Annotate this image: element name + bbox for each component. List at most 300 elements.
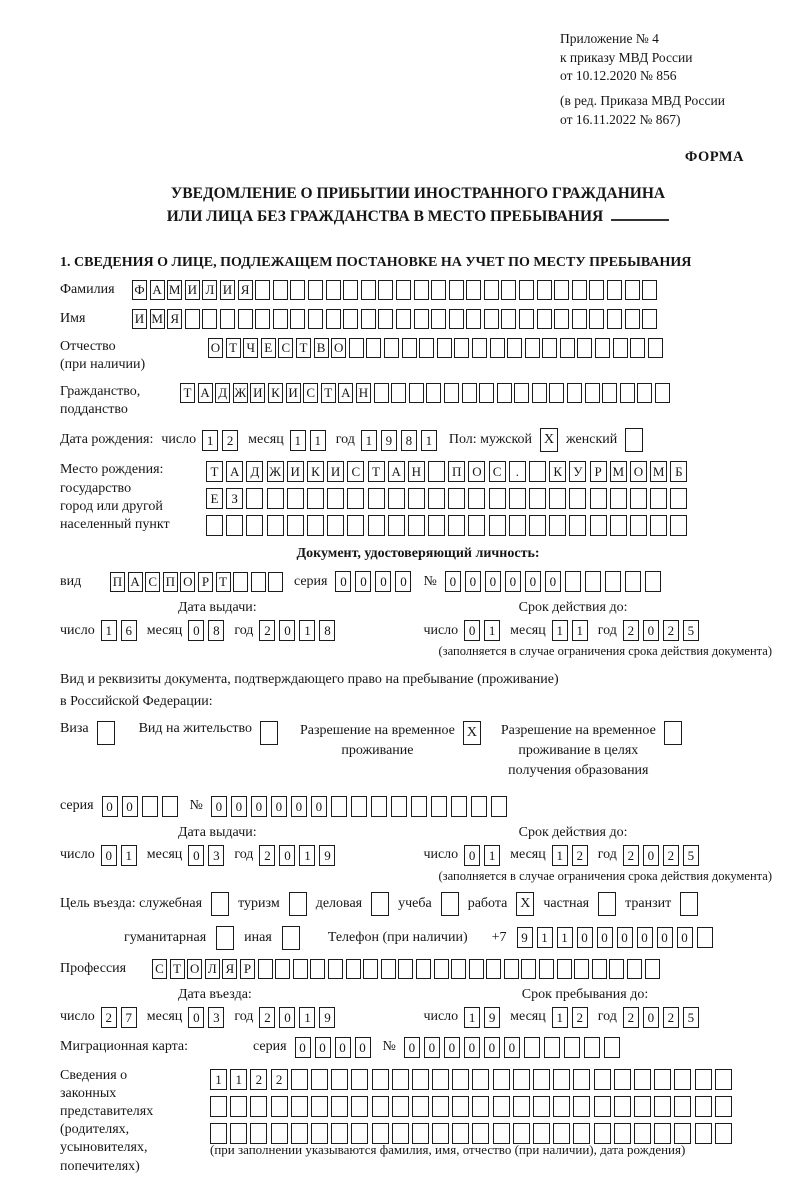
cell[interactable] [311, 1123, 328, 1144]
cell[interactable]: X [540, 428, 558, 452]
cell[interactable] [251, 572, 266, 592]
cell[interactable] [680, 892, 698, 916]
cell[interactable] [529, 488, 546, 509]
cell[interactable] [472, 1096, 489, 1117]
cell[interactable]: 2 [259, 620, 275, 641]
temp-residence-edu-checkbox[interactable] [664, 721, 682, 745]
cell[interactable] [428, 488, 445, 509]
cell[interactable]: 0 [577, 927, 593, 948]
cell[interactable] [246, 488, 263, 509]
cell[interactable]: 0 [525, 571, 541, 592]
cell[interactable] [307, 488, 324, 509]
cell[interactable] [645, 571, 661, 592]
cell[interactable] [529, 515, 546, 536]
cell[interactable] [162, 796, 178, 817]
cell[interactable]: М [610, 461, 627, 482]
cell[interactable] [275, 959, 290, 979]
cell[interactable] [533, 1069, 550, 1090]
cell[interactable]: 2 [101, 1007, 117, 1028]
cell[interactable] [642, 280, 657, 300]
cell[interactable]: 8 [208, 620, 224, 641]
cell[interactable] [493, 1096, 510, 1117]
cell[interactable]: М [167, 280, 182, 300]
cell[interactable]: И [327, 461, 344, 482]
cell[interactable] [408, 488, 425, 509]
cell[interactable]: Т [368, 461, 385, 482]
migration-series-cells[interactable] [295, 1037, 375, 1058]
cell[interactable]: 3 [208, 1007, 224, 1028]
cell[interactable] [282, 926, 300, 950]
cell[interactable]: 1 [121, 845, 137, 866]
cell[interactable]: 3 [208, 845, 224, 866]
cell[interactable] [308, 280, 323, 300]
cell[interactable] [412, 1069, 429, 1090]
cell[interactable] [327, 515, 344, 536]
cell[interactable] [590, 488, 607, 509]
cell[interactable] [462, 383, 477, 403]
cell[interactable]: 0 [484, 1037, 500, 1058]
cell[interactable] [610, 515, 627, 536]
cell[interactable] [594, 1123, 611, 1144]
permit-issue-month-cells[interactable] [188, 845, 228, 866]
cell[interactable]: Т [180, 383, 195, 403]
cell[interactable]: П [163, 572, 178, 592]
sex-male-checkbox[interactable] [540, 428, 558, 452]
representatives-row1-cells[interactable] [210, 1069, 735, 1090]
cell[interactable]: 0 [311, 796, 327, 817]
cell[interactable]: 0 [464, 620, 480, 641]
cell[interactable] [412, 1096, 429, 1117]
cell[interactable] [363, 959, 378, 979]
cell[interactable]: 0 [657, 927, 673, 948]
cell[interactable] [331, 1123, 348, 1144]
cell[interactable]: 2 [663, 1007, 679, 1028]
cell[interactable] [469, 959, 484, 979]
cell[interactable] [695, 1096, 712, 1117]
cell[interactable] [97, 721, 115, 745]
cell[interactable]: 1 [421, 430, 437, 451]
cell[interactable]: С [347, 461, 364, 482]
cell[interactable] [513, 1069, 530, 1090]
cell[interactable] [577, 338, 592, 358]
cell[interactable]: 5 [683, 845, 699, 866]
cell[interactable]: 0 [279, 620, 295, 641]
cell[interactable] [250, 1096, 267, 1117]
entry-day-cells[interactable] [101, 1007, 141, 1028]
cell[interactable] [374, 383, 389, 403]
cell[interactable]: 0 [464, 1037, 480, 1058]
cell[interactable] [246, 515, 263, 536]
cell[interactable] [549, 383, 564, 403]
cell[interactable] [220, 309, 235, 329]
cell[interactable] [595, 338, 610, 358]
cell[interactable]: 0 [617, 927, 633, 948]
cell[interactable] [311, 1096, 328, 1117]
cell[interactable] [466, 280, 481, 300]
cell[interactable] [479, 383, 494, 403]
cell[interactable]: 9 [319, 1007, 335, 1028]
cell[interactable] [291, 1096, 308, 1117]
cell[interactable]: 0 [231, 796, 247, 817]
cell[interactable]: 0 [505, 571, 521, 592]
birthplace-row2-cells[interactable] [206, 488, 691, 509]
cell[interactable]: 8 [401, 430, 417, 451]
cell[interactable] [372, 1096, 389, 1117]
cell[interactable] [226, 515, 243, 536]
cell[interactable] [650, 488, 667, 509]
cell[interactable] [371, 892, 389, 916]
cell[interactable] [537, 280, 552, 300]
purpose-private-checkbox[interactable] [598, 892, 616, 916]
cell[interactable]: 1 [230, 1069, 247, 1090]
cell[interactable] [594, 1069, 611, 1090]
cell[interactable] [533, 1096, 550, 1117]
cell[interactable] [489, 488, 506, 509]
cell[interactable] [351, 1123, 368, 1144]
cell[interactable] [472, 338, 487, 358]
cell[interactable]: 0 [355, 1037, 371, 1058]
cell[interactable] [529, 461, 546, 482]
cell[interactable]: С [152, 959, 167, 979]
visa-checkbox[interactable] [97, 721, 115, 745]
cell[interactable]: И [287, 461, 304, 482]
permit-issue-day-cells[interactable] [101, 845, 141, 866]
cell[interactable]: Н [408, 461, 425, 482]
cell[interactable] [351, 796, 367, 817]
cell[interactable] [489, 515, 506, 536]
cell[interactable] [432, 1123, 449, 1144]
cell[interactable]: 0 [545, 571, 561, 592]
stay-year-cells[interactable] [623, 1007, 703, 1028]
doc-series-cells[interactable] [335, 571, 415, 592]
cell[interactable] [441, 892, 459, 916]
cell[interactable] [504, 959, 519, 979]
cell[interactable]: X [516, 892, 534, 916]
cell[interactable] [347, 488, 364, 509]
cell[interactable] [607, 280, 622, 300]
cell[interactable] [326, 309, 341, 329]
cell[interactable] [402, 338, 417, 358]
cell[interactable] [564, 1037, 580, 1058]
cell[interactable]: З [226, 488, 243, 509]
cell[interactable]: 2 [271, 1069, 288, 1090]
cell[interactable] [326, 280, 341, 300]
cell[interactable]: Б [670, 461, 687, 482]
cell[interactable] [501, 309, 516, 329]
cell[interactable] [347, 515, 364, 536]
cell[interactable] [630, 338, 645, 358]
cell[interactable] [560, 338, 575, 358]
cell[interactable]: 9 [381, 430, 397, 451]
cell[interactable] [428, 515, 445, 536]
cell[interactable] [412, 1123, 429, 1144]
cell[interactable] [230, 1096, 247, 1117]
cell[interactable] [513, 1096, 530, 1117]
cell[interactable]: 8 [319, 620, 335, 641]
cell[interactable]: С [278, 338, 293, 358]
cell[interactable] [573, 1096, 590, 1117]
birthplace-row3-cells[interactable] [206, 515, 691, 536]
cell[interactable] [613, 338, 628, 358]
cell[interactable] [614, 1069, 631, 1090]
cell[interactable] [554, 309, 569, 329]
cell[interactable] [372, 1123, 389, 1144]
cell[interactable]: Д [246, 461, 263, 482]
cell[interactable]: Ч [243, 338, 258, 358]
cell[interactable]: 5 [683, 1007, 699, 1028]
cell[interactable] [211, 892, 229, 916]
cell[interactable]: 1 [557, 927, 573, 948]
cell[interactable] [378, 280, 393, 300]
cell[interactable] [293, 959, 308, 979]
cell[interactable]: 0 [122, 796, 138, 817]
cell[interactable] [501, 280, 516, 300]
surname-cells[interactable] [132, 280, 660, 300]
cell[interactable]: Д [215, 383, 230, 403]
cell[interactable] [607, 309, 622, 329]
cell[interactable] [609, 959, 624, 979]
purpose-transit-checkbox[interactable] [680, 892, 698, 916]
cell[interactable]: 1 [299, 845, 315, 866]
cell[interactable] [448, 515, 465, 536]
cell[interactable] [549, 488, 566, 509]
cell[interactable] [448, 488, 465, 509]
doc-number-cells[interactable] [445, 571, 665, 592]
cell[interactable] [384, 338, 399, 358]
cell[interactable] [715, 1123, 732, 1144]
cell[interactable]: И [286, 383, 301, 403]
cell[interactable]: 1 [484, 620, 500, 641]
cell[interactable]: 0 [375, 571, 391, 592]
cell[interactable]: . [509, 461, 526, 482]
cell[interactable]: К [268, 383, 283, 403]
cell[interactable]: Р [198, 572, 213, 592]
cell[interactable] [451, 959, 466, 979]
cell[interactable] [452, 1069, 469, 1090]
cell[interactable] [230, 1123, 247, 1144]
cell[interactable]: 2 [572, 845, 588, 866]
cell[interactable]: 1 [552, 1007, 568, 1028]
cell[interactable]: 9 [319, 845, 335, 866]
cell[interactable] [590, 515, 607, 536]
cell[interactable] [444, 383, 459, 403]
cell[interactable]: 7 [121, 1007, 137, 1028]
cell[interactable]: У [569, 461, 586, 482]
cell[interactable]: 9 [484, 1007, 500, 1028]
cell[interactable]: 0 [188, 1007, 204, 1028]
cell[interactable]: 1 [310, 430, 326, 451]
cell[interactable]: 1 [290, 430, 306, 451]
cell[interactable] [408, 515, 425, 536]
cell[interactable] [572, 309, 587, 329]
cell[interactable] [630, 488, 647, 509]
permit-number-cells[interactable] [211, 796, 511, 817]
cell[interactable]: 0 [643, 1007, 659, 1028]
cell[interactable] [343, 280, 358, 300]
cell[interactable] [654, 1069, 671, 1090]
cell[interactable] [368, 515, 385, 536]
cell[interactable] [216, 926, 234, 950]
cell[interactable] [419, 338, 434, 358]
cell[interactable]: Ф [132, 280, 147, 300]
cell[interactable] [585, 383, 600, 403]
cell[interactable]: Е [261, 338, 276, 358]
cell[interactable] [553, 1069, 570, 1090]
cell[interactable]: 0 [504, 1037, 520, 1058]
cell[interactable]: 1 [552, 620, 568, 641]
cell[interactable] [416, 959, 431, 979]
cell[interactable] [521, 959, 536, 979]
cell[interactable]: Я [222, 959, 237, 979]
profession-cells[interactable] [152, 959, 662, 979]
cell[interactable] [454, 338, 469, 358]
cell[interactable] [431, 280, 446, 300]
cell[interactable]: А [226, 461, 243, 482]
cell[interactable] [289, 892, 307, 916]
cell[interactable] [452, 1096, 469, 1117]
cell[interactable] [391, 796, 407, 817]
representatives-row3-cells[interactable] [210, 1123, 735, 1144]
cell[interactable] [210, 1096, 227, 1117]
sex-female-checkbox[interactable] [625, 428, 643, 452]
cell[interactable] [346, 959, 361, 979]
cell[interactable] [378, 309, 393, 329]
cell[interactable] [569, 515, 586, 536]
cell[interactable] [634, 1123, 651, 1144]
cell[interactable]: 2 [623, 620, 639, 641]
purpose-other-checkbox[interactable] [282, 926, 300, 950]
stay-day-cells[interactable] [464, 1007, 504, 1028]
cell[interactable] [287, 488, 304, 509]
cell[interactable] [414, 280, 429, 300]
cell[interactable] [331, 796, 347, 817]
cell[interactable] [466, 309, 481, 329]
cell[interactable] [654, 1096, 671, 1117]
cell[interactable]: 2 [663, 845, 679, 866]
cell[interactable] [449, 309, 464, 329]
cell[interactable] [544, 1037, 560, 1058]
cell[interactable] [484, 309, 499, 329]
cell[interactable] [349, 338, 364, 358]
cell[interactable]: 2 [663, 620, 679, 641]
doc-issue-day-cells[interactable] [101, 620, 141, 641]
cell[interactable] [557, 959, 572, 979]
cell[interactable] [519, 280, 534, 300]
cell[interactable]: 0 [444, 1037, 460, 1058]
cell[interactable]: Я [167, 309, 182, 329]
cell[interactable]: О [180, 572, 195, 592]
cell[interactable]: Т [321, 383, 336, 403]
cell[interactable] [202, 309, 217, 329]
cell[interactable]: Т [296, 338, 311, 358]
cell[interactable] [715, 1096, 732, 1117]
doc-valid-year-cells[interactable] [623, 620, 703, 641]
cell[interactable] [519, 309, 534, 329]
cell[interactable]: О [630, 461, 647, 482]
cell[interactable]: Т [170, 959, 185, 979]
cell[interactable]: Я [238, 280, 253, 300]
cell[interactable] [351, 1069, 368, 1090]
cell[interactable]: 2 [222, 430, 238, 451]
stay-month-cells[interactable] [552, 1007, 592, 1028]
cell[interactable] [585, 571, 601, 592]
cell[interactable] [472, 1123, 489, 1144]
cell[interactable]: 1 [537, 927, 553, 948]
cell[interactable]: А [150, 280, 165, 300]
cell[interactable]: 0 [101, 845, 117, 866]
cell[interactable] [524, 1037, 540, 1058]
cell[interactable] [549, 515, 566, 536]
cell[interactable]: Н [356, 383, 371, 403]
cell[interactable] [486, 959, 501, 979]
cell[interactable] [431, 309, 446, 329]
cell[interactable] [637, 383, 652, 403]
cell[interactable] [271, 1123, 288, 1144]
cell[interactable]: 1 [572, 620, 588, 641]
cell[interactable]: 0 [395, 571, 411, 592]
cell[interactable] [268, 572, 283, 592]
cell[interactable] [431, 796, 447, 817]
cell[interactable]: 0 [279, 1007, 295, 1028]
cell[interactable] [233, 572, 248, 592]
cell[interactable]: 0 [335, 1037, 351, 1058]
cell[interactable] [290, 309, 305, 329]
cell[interactable] [630, 515, 647, 536]
cell[interactable] [625, 309, 640, 329]
cell[interactable] [392, 1123, 409, 1144]
cell[interactable]: 0 [464, 845, 480, 866]
cell[interactable] [553, 1096, 570, 1117]
cell[interactable] [674, 1069, 691, 1090]
cell[interactable]: 0 [355, 571, 371, 592]
cell[interactable] [271, 1096, 288, 1117]
cell[interactable]: 1 [101, 620, 117, 641]
cell[interactable]: С [145, 572, 160, 592]
cell[interactable] [604, 1037, 620, 1058]
cell[interactable]: 0 [445, 571, 461, 592]
cell[interactable] [308, 309, 323, 329]
cell[interactable]: 1 [299, 620, 315, 641]
cell[interactable] [267, 515, 284, 536]
cell[interactable] [391, 383, 406, 403]
birth-year-cells[interactable] [361, 430, 441, 451]
cell[interactable] [260, 721, 278, 745]
cell[interactable] [569, 488, 586, 509]
cell[interactable]: С [489, 461, 506, 482]
cell[interactable] [471, 796, 487, 817]
cell[interactable]: 0 [188, 845, 204, 866]
cell[interactable]: X [463, 721, 481, 745]
cell[interactable] [432, 1069, 449, 1090]
cell[interactable] [670, 515, 687, 536]
cell[interactable]: 0 [335, 571, 351, 592]
cell[interactable] [388, 488, 405, 509]
cell[interactable]: О [187, 959, 202, 979]
cell[interactable]: А [128, 572, 143, 592]
cell[interactable]: П [448, 461, 465, 482]
cell[interactable] [210, 1123, 227, 1144]
cell[interactable] [574, 959, 589, 979]
cell[interactable]: Т [216, 572, 231, 592]
cell[interactable] [525, 338, 540, 358]
patronymic-cells[interactable] [208, 338, 665, 358]
cell[interactable] [507, 338, 522, 358]
cell[interactable] [451, 796, 467, 817]
cell[interactable] [532, 383, 547, 403]
birth-month-cells[interactable] [290, 430, 330, 451]
cell[interactable] [573, 1069, 590, 1090]
cell[interactable] [331, 1069, 348, 1090]
